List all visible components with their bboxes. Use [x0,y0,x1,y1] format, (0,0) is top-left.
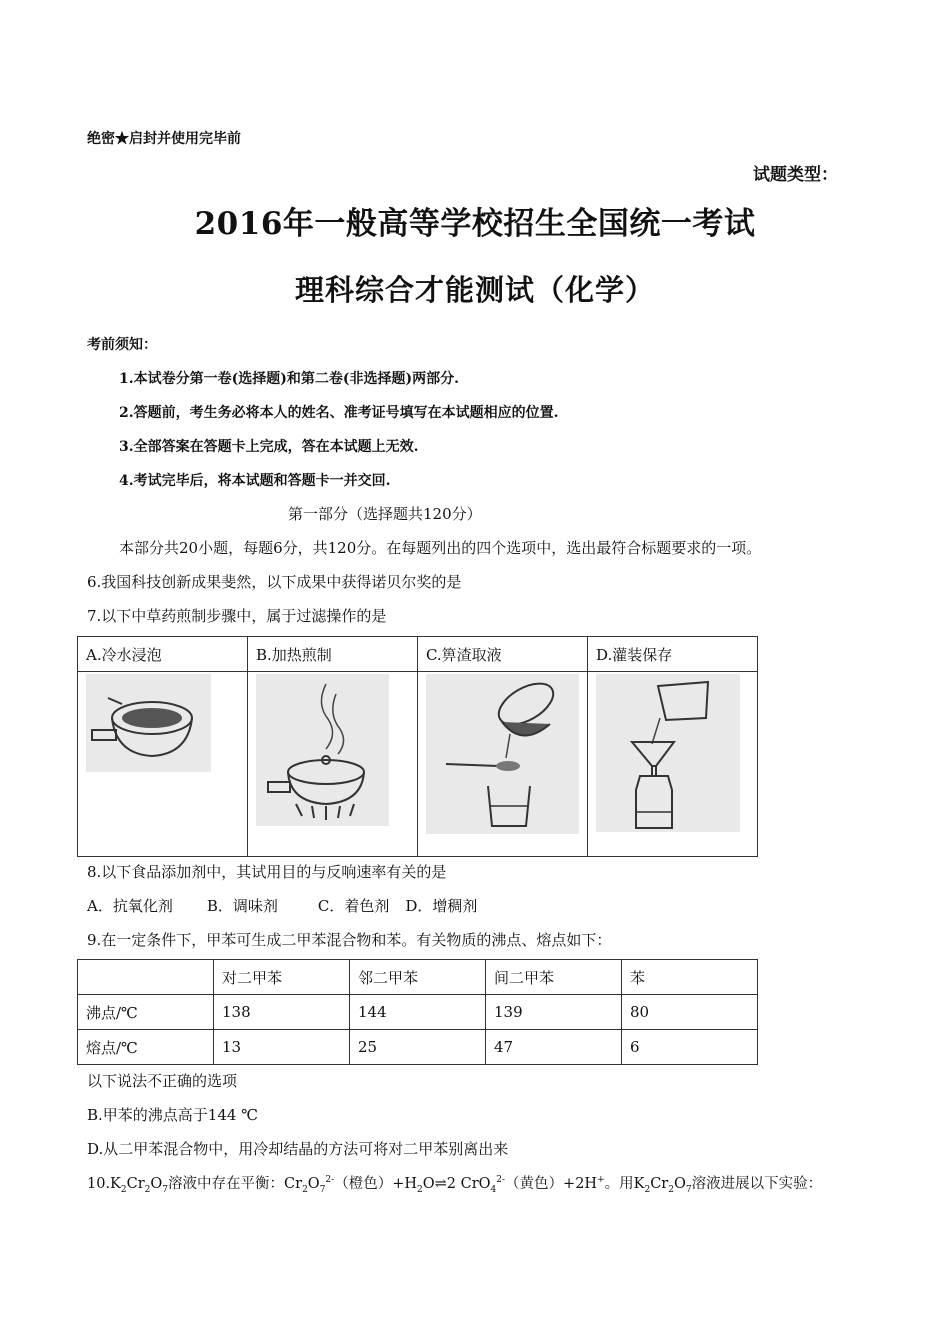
note-item: 3.全部答案在答题卡上完成，答在本试题上无效. [119,439,419,455]
question-type-label: 试题类型： [753,165,838,185]
table-cell: 沸点/℃ [78,995,214,1030]
question-9: 9.在一定条件下，甲苯可生成二甲苯混合物和苯。有关物质的沸点、熔点如下： [87,931,612,949]
part1-heading: 第一部分（选择题共120分） [288,505,482,523]
table-header-cell: 苯 [622,960,758,995]
strain-dregs-icon [426,674,579,834]
q7-option-c[interactable]: C.箅渣取液 [417,637,587,672]
notes-heading: 考前须知： [87,337,157,353]
table-cell: 47 [486,1030,622,1065]
question-6: 6.我国科技创新成果斐然，以下成果中获得诺贝尔奖的是 [87,573,462,591]
table-row [78,960,758,995]
table-header-cell [78,960,214,995]
question-10: $10.K_2Cr_2O_7$溶液中存在平衡：$Cr_2O_7^{2-}$（橙色）$+H_2O\rightleftharpoons 2$ CrO$_4^{2-}$（黄色）+2H+。用$K_2Cr_2O_7$溶液进展以下实验： [87,1175,823,1195]
table-cell: 138 [214,995,350,1030]
q7-image-cell-b [247,672,417,857]
part1-intro: 本部分共20小题，每题6分，共120分。在每题列出的四个选项中，选出最符合标题要求的一项。 [119,539,762,557]
q8-option-b[interactable]: B．调味剂 [206,897,278,915]
note-item: 2.答题前，考生务必将本人的姓名、准考证号填写在本试题相应的位置. [119,405,559,421]
q8-options [87,895,477,916]
table-cell: 144 [350,995,486,1030]
q8-option-a[interactable]: A．抗氧化剂 [87,897,173,915]
table-header-cell: 对二甲苯 [214,960,350,995]
q8-option-c[interactable]: C．着色剂 [317,897,390,915]
note-item: 1.本试卷分第一卷(选择题)和第二卷(非选择题)两部分. [119,371,459,387]
q7-image-cell-a [78,672,248,857]
q7-option-b[interactable]: B.加热煎制 [247,637,417,672]
q7-options-table [77,636,758,857]
q7-option-a[interactable]: A.冷水浸泡 [78,637,248,672]
table-cell: 熔点/℃ [78,1030,214,1065]
secret-notice: 绝密★启封并使用完毕前 [87,131,241,147]
q7-option-d[interactable]: D.灌装保存 [587,637,757,672]
exam-subtitle: 理科综合才能测试（化学） [294,273,655,307]
q7-image-cell-d [587,672,757,857]
table-cell: 6 [622,1030,758,1065]
table-cell: 80 [622,995,758,1030]
table-row [78,1030,758,1065]
table-cell: 13 [214,1030,350,1065]
exam-title: 2016年一般高等学校招生全国统一考试 [194,206,756,242]
q9-data-table [77,959,758,1065]
heating-pot-icon [256,674,389,826]
question-7: 7.以下中草药煎制步骤中，属于过滤操作的是 [87,607,387,625]
q7-image-cell-c [417,672,587,857]
q9-option-d[interactable]: D.从二甲苯混合物中，用冷却结晶的方法可将对二甲苯别离出来 [87,1140,509,1158]
q9-statement: 以下说法不正确的选项 [87,1072,238,1090]
table-header-cell: 邻二甲苯 [350,960,486,995]
table-cell: 139 [486,995,622,1030]
table-cell: 25 [350,1030,486,1065]
bottle-funnel-icon [596,674,740,832]
table-row [78,995,758,1030]
table-header-cell: 间二甲苯 [486,960,622,995]
q8-option-d[interactable]: D．增稠剂 [405,897,478,915]
question-8: 8.以下食品添加剂中，其试用目的与反响速率有关的是 [87,863,447,881]
note-item: 4.考试完毕后，将本试题和答题卡一并交回. [119,473,391,489]
cold-soak-pot-icon [86,674,211,772]
q9-option-b[interactable]: B.甲苯的沸点高于144 ℃ [87,1106,258,1124]
equilibrium-arrow-icon: ⇌ [434,1176,447,1192]
